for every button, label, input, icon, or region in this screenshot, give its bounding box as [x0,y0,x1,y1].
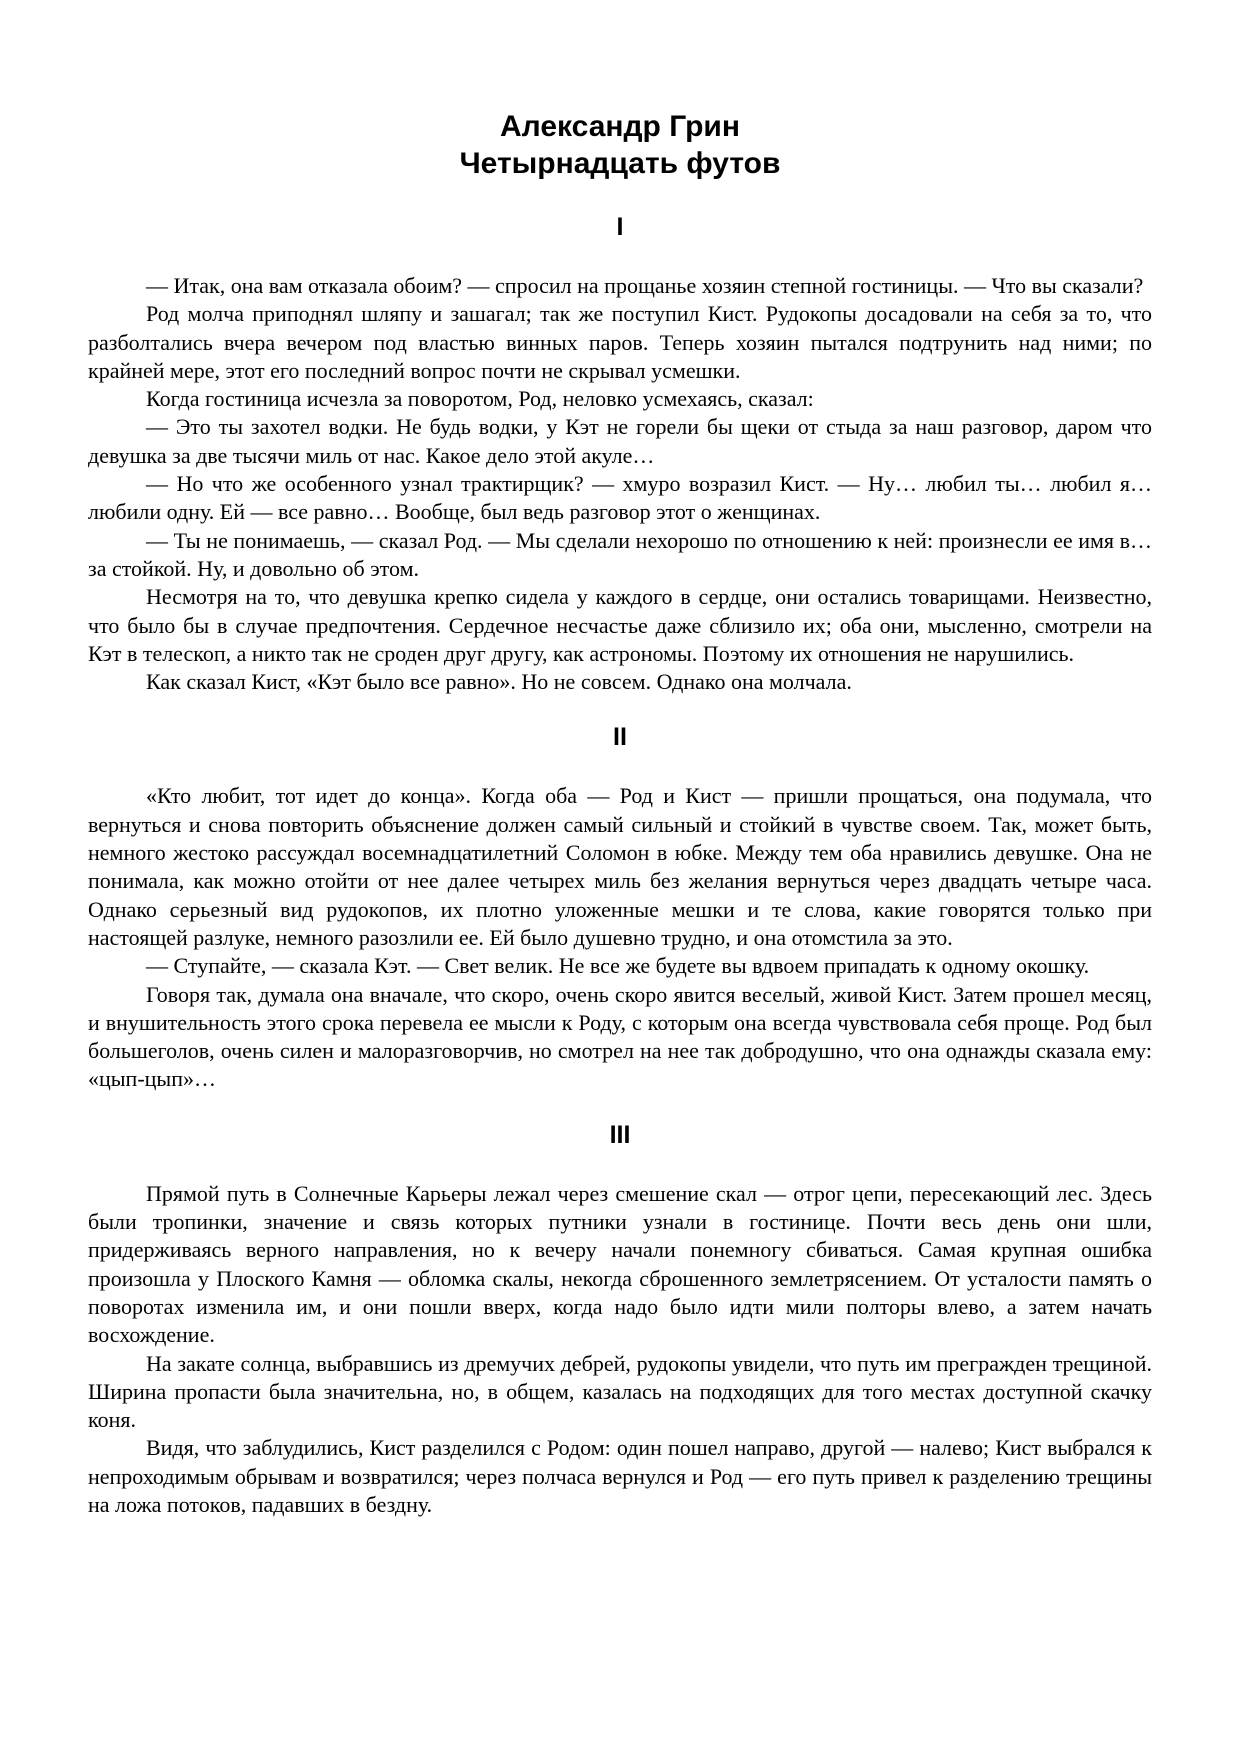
paragraph: Говоря так, думала она вначале, что скоро, очень скоро явится веселый, живой Кист. Затем прошел месяц, и внушительность этого срока перевела ее мысли к Роду, с которым она всегда чувствовала себя проще. Род был большеголов, очень силен и малоразговорчив, но смотрел на нее так добродушно, что она однажды сказала ему: «цып-цып»… [88,981,1152,1092]
paragraph: — Но что же особенного узнал трактирщик? — хмуро возразил Кист. — Ну… любил ты… любил я… любили одну. Ей — все равно… Вообще, был ведь разговор этот о женщинах. [88,471,1152,525]
paragraph: Прямой путь в Солнечные Карьеры лежал через смешение скал — отрог цепи, пересекающий лес. Здесь были тропинки, значение и связь которых путники узнали в гостинице. Почти весь день они шли, придерживаясь верного направления, но к вечеру начали понемногу сбиваться. Самая крупная ошибка произошла у Плоского Камня — обломка скалы, некогда сброшенного землетрясением. От усталости память о поворотах изменила им, и они пошли вверх, когда надо было идти мили полторы влево, а затем начать восхождение. [88,1180,1152,1348]
paragraph: Род молча приподнял шляпу и зашагал; так же поступил Кист. Рудокопы досадовали на себя за то, что разболтались вчера вечером под властью винных паров. Теперь хозяин пытался подтрунить над ними; по крайней мере, этот его последний вопрос почти не скрывал усмешки. [88,301,1152,383]
paragraph: — Ступайте, — сказала Кэт. — Свет велик. Не все же будете вы вдвоем припадать к одному окошку. [146,953,1090,979]
chapter-heading: III [609,1120,631,1149]
chapter-heading: I [616,213,624,241]
chapter-2 [88,722,1152,1093]
document-title [88,108,1152,182]
author-name: Александр Грин [500,110,740,143]
chapter-3 [88,1120,1152,1520]
chapter-1 [88,212,1152,696]
paragraph: Как сказал Кист, «Кэт было все равно». Но не совсем. Однако она молчала. [146,669,852,695]
document-page [88,108,1152,1519]
paragraph: — Итак, она вам отказала обоим? — спросил на прощанье хозяин степной гостиницы. — Что вы сказали? [146,273,1144,298]
work-title: Четырнадцать футов [459,147,781,180]
chapter-heading: II [613,723,627,752]
paragraph: На закате солнца, выбравшись из дремучих дебрей, рудокопы увидели, что путь им прегражден трещиной. Ширина пропасти была значительна, но, в общем, казалась на подходящих для того местах доступной скачку коня. [88,1350,1152,1433]
paragraph: Видя, что заблудились, Кист разделился с Родом: один пошел направо, другой — налево; Кист выбрался к непроходимым обрывам и возвратился; через полчаса вернулся и Род — его путь привел к разделению трещины на ложа потоков, падавших в бездну. [88,1435,1152,1517]
paragraph: — Ты не понимаешь, — сказал Род. — Мы сделали нехорошо по отношению к ней: произнесли ее имя в… за стойкой. Ну, и довольно об этом. [88,527,1152,581]
paragraph: «Кто любит, тот идет до конца». Когда оба — Род и Кист — пришли прощаться, она подумала, что вернуться и снова повторить объяснение должен самый сильный и стойкий в чувстве своем. Так, может быть, немного жестоко рассуждал восемнадцатилетний Соломон в юбке. Между тем оба нравились девушке. Она не понимала, как можно отойти от нее далее четырех миль без желания вернуться через двадцать четыре часа. Однако серьезный вид рудокопов, их плотно уложенные мешки и те слова, какие говорятся только при настоящей разлуке, немного разозлили ее. Ей было душевно трудно, и она отомстила за это. [88,783,1152,950]
paragraph: — Это ты захотел водки. Не будь водки, у Кэт не горели бы щеки от стыда за наш разговор, даром что девушка за две тысячи миль от нас. Какое дело этой акуле… [88,414,1152,468]
paragraph: Когда гостиница исчезла за поворотом, Род, неловко усмехаясь, сказал: [146,386,814,412]
paragraph: Несмотря на то, что девушка крепко сидела у каждого в сердце, они остались товарищами. Неизвестно, что было бы в случае предпочтения. Сердечное несчастье даже сблизило их; оба они, мысленно, смотрели на Кэт в телескоп, а никто так не сроден друг другу, как астрономы. Поэтому их отношения не нарушились. [88,584,1152,666]
